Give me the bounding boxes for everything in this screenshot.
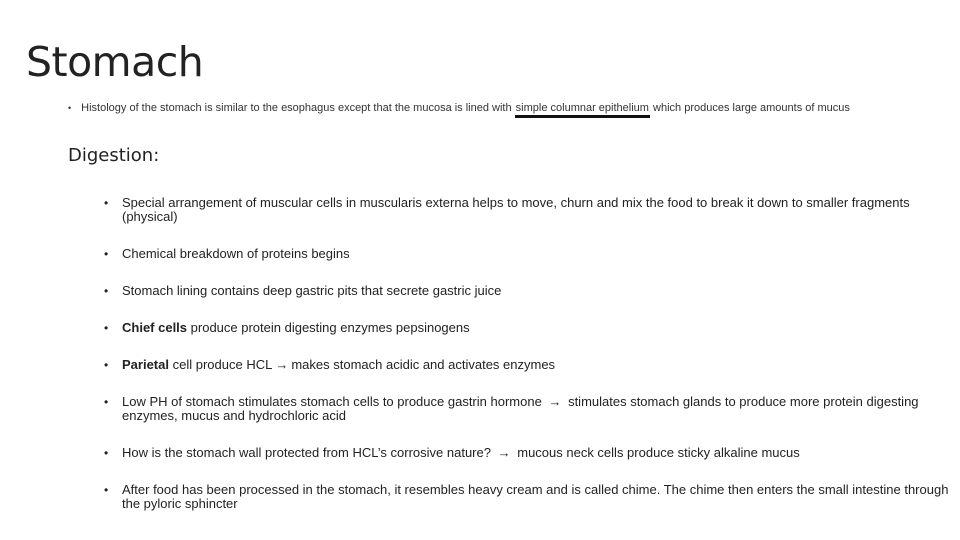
intro-bullet	[68, 102, 948, 118]
list-item	[104, 446, 949, 460]
digestion-bullet-list	[104, 196, 949, 511]
list-item	[104, 284, 949, 298]
list-item	[104, 395, 949, 423]
bullet-text: Chemical breakdown of proteins begins	[122, 246, 350, 261]
intro-text-before: Histology of the stomach is similar to the esophagus except that the mucosa is lined with	[81, 102, 512, 114]
bullet-text: produce protein digesting enzymes pepsinogens	[190, 320, 470, 335]
list-item	[104, 358, 949, 372]
bullet-dot: •	[104, 358, 109, 372]
bullet-dot: •	[104, 284, 109, 298]
bullet-bold-term: Chief cells	[122, 320, 188, 335]
slide-title: Stomach	[26, 38, 204, 86]
section-subheading: Digestion:	[68, 145, 160, 166]
bullet-dot: •	[104, 395, 109, 409]
bullet-dot: •	[104, 247, 109, 261]
bullet-text: How is the stomach wall protected from HCL’s corrosive nature?	[122, 445, 491, 460]
right-arrow-icon: →	[497, 445, 511, 460]
bullet-text: After food has been processed in the stomach, it resembles heavy cream and is called chime. The chime then enters the small intestine through the pyloric sphincter	[122, 482, 949, 511]
bullet-dot: •	[104, 196, 109, 210]
bullet-dot: •	[104, 321, 109, 335]
bullet-text: cell produce HCL	[172, 357, 273, 372]
bullet-bold-term: Parietal	[122, 357, 169, 372]
right-arrow-icon: →	[548, 394, 562, 409]
bullet-dot: •	[68, 103, 72, 113]
bullet-text: Special arrangement of muscular cells in muscularis externa helps to move, churn and mix the food to break it down to smaller fragments (physical)	[122, 195, 910, 224]
bullet-arrow-text: stimulates stomach glands to produce more protein digesting enzymes, mucus and hydrochloric acid	[122, 394, 919, 423]
right-arrow-icon: →	[275, 357, 289, 372]
bullet-dot: •	[104, 483, 109, 497]
bullet-text: Low PH of stomach stimulates stomach cells to produce gastrin hormone	[122, 394, 542, 409]
bullet-text: Stomach lining contains deep gastric pits that secrete gastric juice	[122, 283, 502, 298]
list-item	[104, 321, 949, 335]
list-item	[104, 483, 949, 511]
intro-underlined-term: simple columnar epithelium	[515, 102, 650, 118]
bullet-dot: •	[104, 446, 109, 460]
bullet-arrow-text: mucous neck cells produce sticky alkaline mucus	[517, 445, 800, 460]
list-item	[104, 247, 949, 261]
bullet-arrow-text: makes stomach acidic and activates enzymes	[291, 357, 556, 372]
list-item	[104, 196, 949, 224]
intro-text-after: which produces large amounts of mucus	[653, 102, 850, 114]
